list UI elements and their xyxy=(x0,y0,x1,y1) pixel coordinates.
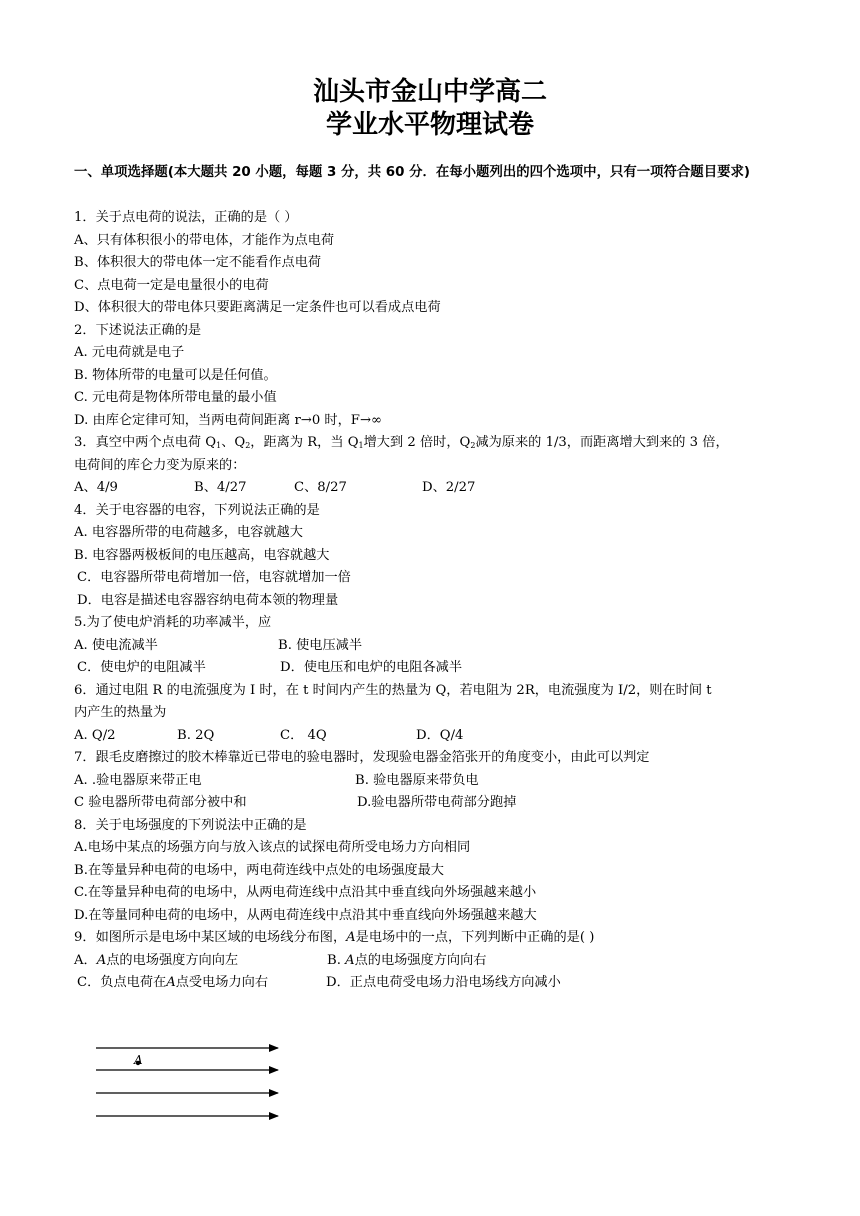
question-2-option-b: B. 物体所带的电量可以是任何值。 xyxy=(74,367,277,383)
question-6-stem-continued: 内产生的热量为 xyxy=(74,705,167,720)
exam-title-subject: 学业水平物理试卷 xyxy=(325,110,534,140)
question-7-options-ab xyxy=(74,770,794,793)
question-1-option-a: A、只有体积很小的带电体，才能作为点电荷 xyxy=(74,232,335,248)
question-4-stem: 4．关于电容器的电容，下列说法正确的是 xyxy=(74,502,320,518)
question-4-option-a: A. 电容器所带的电荷越多，电容就越大 xyxy=(74,525,303,540)
question-8-option-d: D.在等量同种电荷的电场中，从两电荷连线中点沿其中垂直线向外场强越来越大 xyxy=(74,907,537,923)
question-list xyxy=(74,207,794,995)
question-9-options-ab xyxy=(74,950,794,973)
question-5-stem: 5.为了使电炉消耗的功率减半，应 xyxy=(74,615,272,630)
question-7-options-cd xyxy=(74,792,794,815)
question-4-option-b: B. 电容器两极板间的电压越高，电容就越大 xyxy=(74,547,330,563)
question-6-options xyxy=(74,725,794,748)
question-6-option-a: A. Q/2 xyxy=(74,727,116,743)
question-6-option-d: D．Q/4 xyxy=(416,727,464,743)
question-6-option-c: C． 4Q xyxy=(280,727,327,743)
question-4-option-d: D．电容是描述电容器容纳电荷本领的物理量 xyxy=(77,592,339,608)
question-3-stem: 3．真空中两个点电荷 $Q_1$、$Q_2$，距离为 R，当 $Q_1$增大到 2 倍时，$Q_2$减为原来的 1/3，而距离增大到来的 3 倍， xyxy=(74,435,729,450)
question-3-option-b: B、4/27 xyxy=(194,480,247,495)
question-8-option-a: A.电场中某点的场强方向与放入该点的试探电荷所受电场力方向相同 xyxy=(74,840,471,855)
question-8-option-b: B.在等量异种电荷的电场中，两电荷连线中点处的电场强度最大 xyxy=(74,862,444,878)
question-3-option-c: C、8/27 xyxy=(294,480,347,495)
question-3-option-a: A、4/9 xyxy=(74,480,118,495)
question-9-option-c: C．负点电荷在A点受电场力向右 xyxy=(77,975,269,990)
question-5-option-c: C．使电炉的电阻减半 xyxy=(77,660,206,675)
question-6-stem: 6．通过电阻 R 的电流强度为 I 时，在 t 时间内产生的热量为 Q，若电阻为 2R，电流强度为 I/2，则在时间 t xyxy=(74,682,712,698)
question-5-options-ab xyxy=(74,635,794,658)
question-3-option-d: D、2/27 xyxy=(422,480,476,495)
question-7-option-d: D.验电器所带电荷部分跑掉 xyxy=(357,795,517,810)
point-a-label: A xyxy=(134,1053,143,1067)
question-1-option-b: B、体积很大的带电体一定不能看作点电荷 xyxy=(74,255,322,270)
question-9-option-d: D．正点电荷受电场力沿电场线方向减小 xyxy=(326,975,561,990)
question-4-option-c: C．电容器所带电荷增加一倍，电容就增加一倍 xyxy=(77,570,351,585)
question-9-option-b: B. A点的电场强度方向向右 xyxy=(327,952,487,968)
question-8-stem: 8．关于电场强度的下列说法中正确的是 xyxy=(74,817,307,833)
question-5-option-a: A. 使电流减半 xyxy=(74,637,158,653)
section-heading: 一、单项选择题(本大题共 20 小题，每题 3 分，共 60 分．在每小题列出的四个选项中，只有一项符合题目要求) xyxy=(74,165,750,180)
question-2-option-d: D. 由库仑定律可知，当两电荷间距离 r→0 时，F→∞ xyxy=(74,412,382,428)
question-2-stem: 2．下述说法正确的是 xyxy=(74,322,202,338)
question-6-option-b: B. 2Q xyxy=(177,727,215,743)
question-7-option-b: B. 验电器原来带负电 xyxy=(355,772,479,788)
question-5-option-b: B. 使电压减半 xyxy=(278,637,363,653)
question-8-option-c: C.在等量异种电荷的电场中，从两电荷连线中点沿其中垂直线向外场强越来越小 xyxy=(74,885,537,900)
question-9-options-cd xyxy=(74,972,794,995)
question-5-options-cd xyxy=(74,657,794,680)
electric-field-diagram xyxy=(94,1036,294,1126)
question-3-options xyxy=(74,477,794,500)
question-5-option-d: D．使电压和电炉的电阻各减半 xyxy=(280,660,463,675)
question-2-option-c: C. 元电荷是物体所带电量的最小值 xyxy=(74,390,277,405)
exam-title-school: 汕头市金山中学高二 xyxy=(312,77,547,107)
question-2-option-a: A. 元电荷就是电子 xyxy=(74,345,185,360)
question-7-option-a: A. .验电器原来带正电 xyxy=(74,772,202,788)
question-9-option-a: A．A点的电场强度方向向左 xyxy=(74,952,239,968)
question-3-stem-continued: 电荷间的库仑力变为原来的： xyxy=(74,457,246,473)
question-7-stem: 7．跟毛皮磨擦过的胶木棒靠近已带电的验电器时，发现验电器金箔张开的角度变小，由此可以判定 xyxy=(74,750,650,765)
question-1-option-d: D、体积很大的带电体只要距离满足一定条件也可以看成点电荷 xyxy=(74,300,441,315)
question-1-option-c: C、点电荷一定是电量很小的电荷 xyxy=(74,277,269,293)
question-1-stem: 1．关于点电荷的说法，正确的是（ ） xyxy=(74,210,298,225)
question-7-option-c: C 验电器所带电荷部分被中和 xyxy=(74,795,247,810)
question-9-stem: 9．如图所示是电场中某区域的电场线分布图，A是电场中的一点，下列判断中正确的是( ) xyxy=(74,930,595,945)
